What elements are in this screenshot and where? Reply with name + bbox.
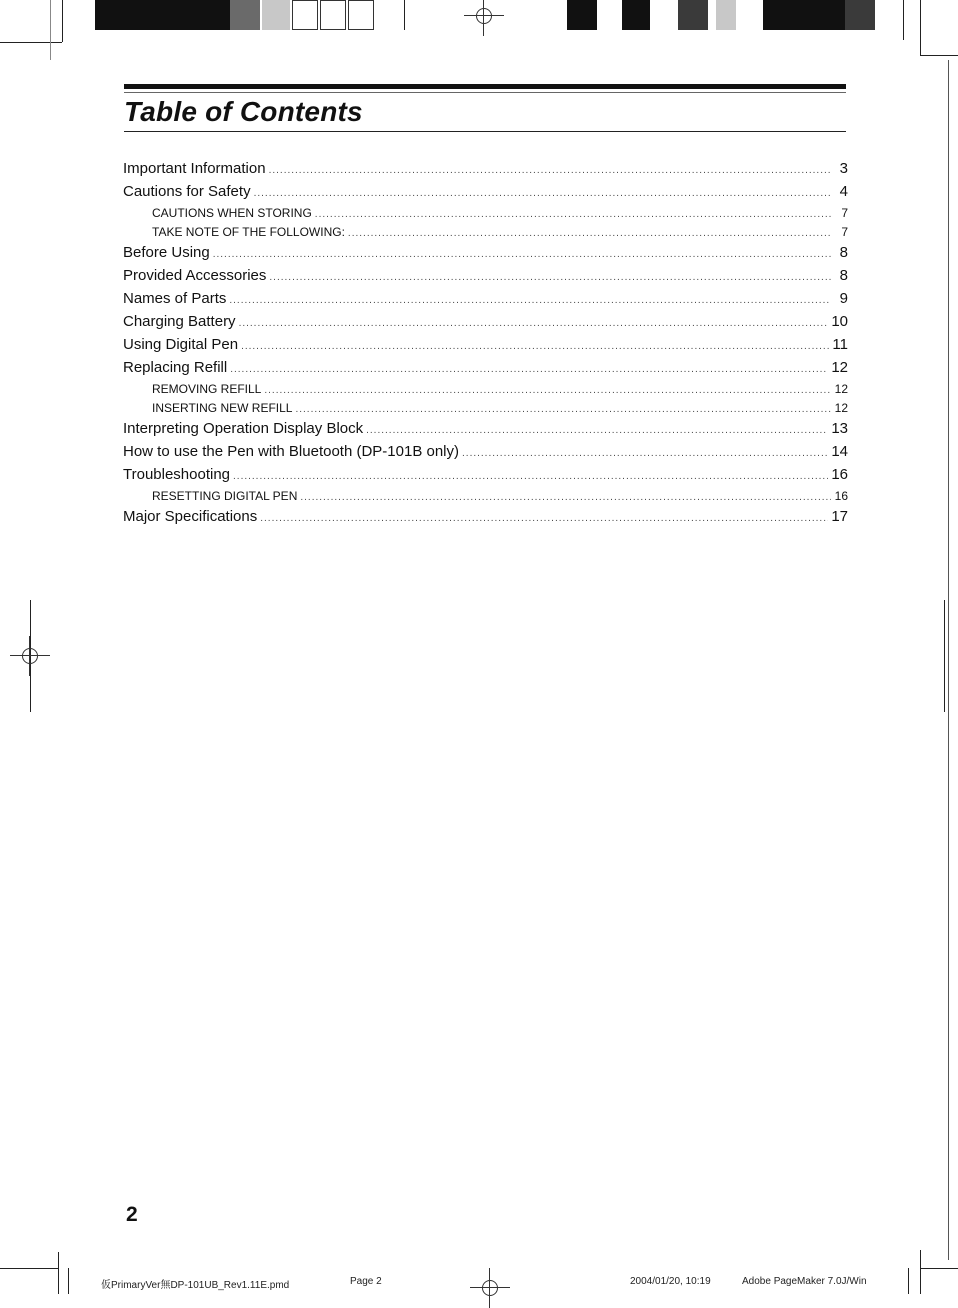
dot-leader	[295, 404, 831, 415]
dot-leader	[230, 364, 828, 375]
toc-entry-page: 11	[832, 336, 848, 353]
toc-entry-page: 7	[841, 225, 848, 239]
toc-entry-label: CAUTIONS WHEN STORING	[152, 206, 312, 220]
color-bar	[292, 0, 318, 30]
toc-entry[interactable]	[123, 508, 848, 531]
toc-entry-label: Charging Battery	[123, 313, 236, 330]
toc-entry-label: Names of Parts	[123, 290, 227, 307]
toc-entry-page: 16	[831, 466, 848, 483]
dot-leader	[233, 471, 828, 482]
dot-leader	[315, 209, 831, 220]
dot-leader	[239, 318, 829, 329]
title-rule	[124, 131, 846, 132]
dot-leader	[366, 425, 828, 436]
toc-entry[interactable]	[123, 466, 848, 489]
table-of-contents	[123, 160, 848, 531]
toc-entry[interactable]	[123, 244, 848, 267]
toc-entry-label: REMOVING REFILL	[152, 382, 262, 396]
toc-subentry[interactable]	[123, 489, 848, 508]
toc-entry-page: 12	[831, 359, 848, 376]
color-bar	[567, 0, 597, 30]
title-rule	[124, 92, 846, 93]
toc-entry[interactable]	[123, 313, 848, 336]
toc-entry-label: Troubleshooting	[123, 466, 231, 483]
toc-entry[interactable]	[123, 420, 848, 443]
crop-mark	[903, 0, 904, 40]
crop-mark	[50, 0, 51, 60]
crop-mark	[0, 1268, 58, 1269]
page-title: Table of Contents	[124, 96, 363, 127]
dot-leader	[264, 385, 831, 396]
color-bar	[845, 0, 875, 30]
crop-mark	[920, 0, 921, 55]
crop-mark	[68, 1268, 69, 1294]
color-bar	[230, 0, 260, 30]
toc-entry[interactable]	[123, 443, 848, 466]
toc-entry-page: 12	[834, 382, 848, 396]
toc-entry-label: Provided Accessories	[123, 267, 267, 284]
dot-leader	[260, 513, 828, 524]
slug-datetime: 2004/01/20, 10:19	[630, 1276, 711, 1287]
color-bar	[622, 0, 650, 30]
toc-entry[interactable]	[123, 183, 848, 206]
toc-entry-page: 4	[839, 183, 848, 200]
crop-mark	[920, 1250, 921, 1294]
toc-entry[interactable]	[123, 160, 848, 183]
crop-mark	[0, 42, 62, 43]
dot-leader	[269, 165, 831, 176]
dot-leader	[241, 341, 829, 352]
crop-mark	[62, 0, 63, 42]
toc-entry-page: 13	[831, 420, 848, 437]
dot-leader	[269, 272, 831, 283]
slug-page: Page 2	[350, 1276, 382, 1287]
toc-subentry[interactable]	[123, 401, 848, 420]
dot-leader	[300, 492, 831, 503]
dot-leader	[462, 448, 828, 459]
crop-mark	[944, 600, 945, 712]
color-bar	[320, 0, 346, 30]
dot-leader	[254, 188, 831, 199]
title-rule	[124, 84, 846, 89]
toc-entry-page: 8	[839, 267, 848, 284]
color-bar	[678, 0, 708, 30]
page-number: 2	[126, 1203, 138, 1226]
color-bar	[716, 0, 736, 30]
toc-entry-page: 10	[831, 313, 848, 330]
registration-mark	[470, 1268, 510, 1308]
toc-entry-label: Cautions for Safety	[123, 183, 251, 200]
toc-entry-page: 17	[831, 508, 848, 525]
crop-mark	[908, 1268, 909, 1294]
color-bar	[348, 0, 374, 30]
toc-entry[interactable]	[123, 290, 848, 313]
toc-subentry[interactable]	[123, 206, 848, 225]
toc-entry-label: INSERTING NEW REFILL	[152, 401, 293, 415]
toc-entry-label: Major Specifications	[123, 508, 258, 525]
toc-entry-page: 3	[839, 160, 848, 177]
crop-mark	[58, 1252, 59, 1294]
toc-entry[interactable]	[123, 267, 848, 290]
toc-entry-label: Interpreting Operation Display Block	[123, 420, 364, 437]
dot-leader	[213, 249, 831, 260]
toc-entry-label: TAKE NOTE OF THE FOLLOWING:	[152, 225, 345, 239]
crop-mark	[920, 1268, 958, 1269]
toc-entry-page: 12	[834, 401, 848, 415]
registration-mark	[10, 636, 50, 676]
toc-entry-page: 7	[841, 206, 848, 220]
toc-entry-label: RESETTING DIGITAL PEN	[152, 489, 298, 503]
crop-mark	[948, 60, 949, 1260]
color-bar	[404, 0, 405, 30]
toc-entry-label: Before Using	[123, 244, 210, 261]
toc-entry-page: 16	[834, 489, 848, 503]
toc-entry-page: 14	[831, 443, 848, 460]
toc-subentry[interactable]	[123, 382, 848, 401]
crop-mark	[920, 55, 958, 56]
toc-entry[interactable]	[123, 336, 848, 359]
toc-entry-page: 9	[839, 290, 848, 307]
toc-entry-label: Using Digital Pen	[123, 336, 239, 353]
slug-application: Adobe PageMaker 7.0J/Win	[742, 1276, 867, 1287]
color-bar	[262, 0, 290, 30]
dot-leader	[229, 295, 831, 306]
toc-entry-label: How to use the Pen with Bluetooth (DP-101B only)	[123, 443, 460, 460]
toc-entry-label: Important Information	[123, 160, 266, 177]
registration-mark	[464, 0, 504, 36]
slug-filename: 仮PrimaryVer無DP-101UB_Rev1.11E.pmd	[101, 1280, 290, 1291]
dot-leader	[348, 228, 831, 239]
toc-entry-page: 8	[839, 244, 848, 261]
toc-entry-label: Replacing Refill	[123, 359, 228, 376]
toc-subentry[interactable]	[123, 225, 848, 244]
toc-entry[interactable]	[123, 359, 848, 382]
